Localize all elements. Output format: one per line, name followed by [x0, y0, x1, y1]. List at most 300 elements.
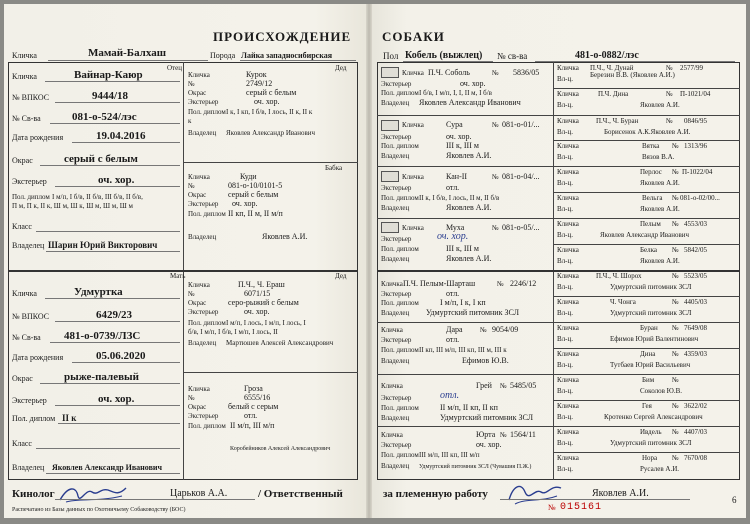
g4-15-owner-label: Вл-ц. — [557, 465, 573, 473]
g4-3-name: Вятка — [642, 142, 660, 150]
r4-div-7 — [553, 244, 740, 245]
mother-diplom-underline — [58, 423, 180, 424]
father-vpkos-underline — [55, 102, 180, 103]
mother-owner: Яковлев Александр Иванович — [52, 463, 163, 472]
g4-8-owner-label: Вл-ц. — [557, 283, 573, 291]
g4-9-name: Ч. Чонга — [610, 298, 636, 306]
g3-6-diplom-label: Пол. диплом — [381, 404, 419, 412]
ff-okras: серый с белым — [246, 88, 297, 97]
father-diplom-label: Пол. диплом — [12, 193, 50, 201]
g4-2-num-label: № — [666, 117, 673, 125]
mother-diplom-label: Пол. диплом — [12, 414, 56, 423]
mother-sv-label: № Св-ва — [12, 333, 41, 342]
g3-4-diplom-label: Пол. диплом — [381, 299, 419, 307]
g4-1-name: П.Ч. Дина — [598, 90, 629, 98]
father-owner-label: Владелец — [12, 241, 45, 250]
g4-12-name-label: Кличка — [557, 376, 579, 384]
father-dob: 19.04.2016 — [96, 130, 146, 142]
fm-owner-label: Владелец — [188, 233, 217, 241]
r4-div-10 — [553, 322, 740, 323]
r4-div-9 — [553, 296, 740, 297]
father-okras-underline — [40, 165, 180, 166]
small-stamp-icon — [381, 120, 399, 131]
g4-2-owner-label: Вл-ц. — [557, 128, 573, 136]
g4-4-name-label: Кличка — [557, 168, 579, 176]
g4-14-owner: Удмуртский питомник ЗСЛ — [610, 439, 692, 447]
g3-2-exterior-label: Экстерьер — [381, 184, 412, 192]
g3-0-num: 5836/05 — [513, 68, 540, 77]
g4-5-num-label: № — [672, 194, 679, 202]
g3-3-num-label: № — [492, 224, 499, 232]
g3-0-diplom-label: Пол. диплом — [381, 89, 419, 97]
g4-7-num-label: № — [672, 246, 679, 254]
g4-14-name: Ивдель — [640, 428, 662, 436]
r3-div-1 — [377, 115, 553, 116]
right-sv: 481-о-0882/лэс — [575, 50, 639, 61]
g4-12-name: Бим — [642, 376, 655, 384]
g3-1-diplom: III к, III м — [446, 141, 479, 150]
fm-num: 081-о-10/0101-5 — [228, 181, 283, 190]
father-sv: 081-о-524/лэс — [72, 111, 137, 123]
g4-3-num: 1313/96 — [684, 142, 707, 150]
kinolog-underline — [55, 499, 255, 500]
mother-dob-underline — [72, 362, 180, 363]
g4-0-name-label: Кличка — [557, 64, 579, 72]
mf-diplom-label: Пол. диплом — [188, 319, 226, 327]
ff-diplom-label: Пол. диплом — [188, 108, 226, 116]
g3-3-num: 081-о-05/... — [502, 223, 540, 232]
g4-13-owner: Кротенко Сергей Александрович — [604, 413, 703, 421]
mother-sv: 481-о-0739/ЛЗС — [64, 330, 141, 342]
r4-div-2 — [553, 115, 740, 116]
g4-5-owner: Яковлев А.И. — [640, 205, 680, 213]
mother-label: Мать — [170, 272, 186, 280]
g4-4-num-label: № — [672, 168, 679, 176]
book-spine — [366, 4, 372, 518]
fm-label: Бабка — [325, 164, 343, 172]
g4-11-owner: Тутбаев Юрий Васильевич — [610, 361, 691, 369]
g3-2-owner-label: Владелец — [381, 204, 410, 212]
g3-7-exterior-label: Экстерьер — [381, 441, 412, 449]
g4-8-num-label: № — [672, 272, 679, 280]
mother-exterior: оч. хор. — [98, 393, 135, 405]
g3-1-owner-label: Владелец — [381, 152, 410, 160]
father-dob-label: Дата рождения — [12, 133, 64, 142]
g4-1-num: П-1021/04 — [680, 90, 711, 98]
breeding-work-label: за племенную работу — [383, 488, 488, 500]
mother-owner-label: Владелец — [12, 463, 45, 472]
g4-10-num-label: № — [672, 324, 679, 332]
mf-num: 6071/15 — [244, 289, 271, 298]
g3-6-exterior-label: Экстерьер — [381, 394, 412, 402]
fm-diplom: II кп, II м, II м/п — [228, 209, 283, 218]
g3-0-name-label: Кличка — [402, 69, 424, 77]
g3-4-exterior: отл. — [446, 289, 460, 298]
g3-2-num: 081-о-04/... — [502, 172, 540, 181]
g3-4-name: П.Ч. Пелым-Шарташ — [403, 279, 476, 288]
g4-0-owner: Березин В.В. (Яковлев А.И.) — [590, 71, 675, 79]
g4-5-owner-label: Вл-ц. — [557, 205, 573, 213]
g3-6-exterior: отл. — [440, 390, 460, 401]
g4-15-num: 7670/08 — [684, 454, 707, 462]
g4-11-num-label: № — [672, 350, 679, 358]
mm-okras-label: Окрас — [188, 403, 207, 411]
g3-4-owner-label: Владелец — [381, 309, 410, 317]
g3-5-diplom: II кп, III м/п, III кп, III м, III к — [419, 346, 507, 354]
g3-6-owner: Удмуртский питомник ЗСЛ — [440, 413, 534, 422]
g3-5-owner: Ефимов Ю.В. — [462, 356, 509, 365]
g4-15-owner: Русалев А.И. — [640, 465, 680, 473]
g4-2-num: 0846/95 — [684, 117, 707, 125]
mf-diplom-line2: б/в, I м/п, I б/в, I м/п, I лось, II — [188, 328, 278, 336]
g3-7-num-label: № — [500, 431, 507, 439]
breeder-signature-icon — [505, 480, 565, 508]
father-diplom-line1: I м/п, I б/в, II б/в, III б/в, II б/в, — [52, 193, 143, 201]
mother-name-label: Кличка — [12, 289, 37, 298]
g3-3-exterior: оч. хор. — [437, 231, 469, 242]
g3-3-name-label: Кличка — [402, 224, 424, 232]
mf-okras: серо-рыжий с белым — [228, 298, 299, 307]
g4-11-name: Дина — [640, 350, 656, 358]
g4-6-owner-label: Вл-ц. — [557, 231, 573, 239]
g4-9-owner: Удмуртский питомник ЗСЛ — [610, 309, 692, 317]
g3-3-diplom: III к, III м — [446, 244, 479, 253]
g3-3-owner: Яковлев А.И. — [446, 254, 492, 263]
g4-2-owner: Борисенок А.К.Яковлев А.И. — [604, 128, 691, 136]
mf-diplom-line1: I м/п, I лось, I м/п, I лось, I — [226, 319, 306, 327]
g4-9-num: 4405/03 — [684, 298, 707, 306]
g3-5-diplom-label: Пол. диплом — [381, 346, 419, 354]
g3-0-name: П.Ч. Соболь — [428, 68, 470, 77]
r4-div-1 — [553, 88, 740, 89]
g4-7-owner: Яковлев А.И. — [640, 257, 680, 265]
g3-1-diplom-label: Пол. диплом — [381, 142, 419, 150]
g3-0-owner: Яковлев Александр Иванович — [419, 98, 521, 107]
small-stamp-icon — [381, 171, 399, 182]
ff-owner: Яковлев Александр Иванович — [226, 129, 316, 137]
g4-15-name: Нора — [642, 454, 658, 462]
g3-4-num-label: № — [497, 280, 504, 288]
g3-5-name: Дара — [446, 325, 463, 334]
ff-exterior: оч. хор. — [254, 97, 280, 106]
g3-4-owner: Удмуртский питомник ЗСЛ — [426, 308, 520, 317]
g3-0-exterior: оч. хор. — [460, 79, 486, 88]
g4-0-num-label: № — [666, 64, 673, 72]
g4-2-name: П.Ч., Ч. Буран — [596, 117, 639, 125]
g4-8-num: 5523/05 — [684, 272, 707, 280]
ff-name: Курок — [246, 70, 267, 79]
g3-7-owner-label: Владелец — [381, 462, 410, 470]
mf-okras-label: Окрас — [188, 299, 207, 307]
g4-13-name: Гея — [642, 402, 652, 410]
father-owner: Шарин Юрий Викторович — [48, 240, 158, 250]
g3-7-num: 1564/11 — [510, 430, 536, 439]
g4-10-owner-label: Вл-ц. — [557, 335, 573, 343]
g4-3-owner-label: Вл-ц. — [557, 153, 573, 161]
father-dob-underline — [72, 142, 180, 143]
r4-div-15 — [553, 452, 740, 453]
g4-3-owner: Вязов В.А. — [642, 153, 675, 161]
ff-exterior-label: Экстерьер — [188, 98, 219, 106]
g3-6-diplom: II м/п, II кп, II кп — [440, 403, 498, 412]
fm-exterior: оч. хор. — [232, 199, 258, 208]
g3-2-diplom-label: Пол. диплом — [381, 194, 419, 202]
g3-6-owner-label: Владелец — [381, 414, 410, 422]
mother-vpkos-underline — [55, 321, 180, 322]
sex-label: Пол — [383, 51, 399, 61]
g3-1-name: Сура — [446, 120, 463, 129]
mother-exterior-label: Экстерьер — [12, 396, 47, 405]
father-sv-label: № Св-ва — [12, 114, 41, 123]
sex: Кобель (выжлец) — [405, 50, 483, 61]
ff-fm-divider — [183, 162, 358, 163]
fm-name: Куди — [240, 172, 257, 181]
g3-2-name: Кан-II — [446, 172, 468, 181]
g4-1-owner-label: Вл-ц. — [557, 101, 573, 109]
g3-3-owner-label: Владелец — [381, 255, 410, 263]
father-vpkos: 9444/18 — [92, 90, 129, 102]
breed: Лайка западносибирская — [241, 51, 333, 60]
father-label: Отец — [167, 64, 182, 72]
g3-7-name: Юрта — [476, 430, 496, 439]
mm-exterior-label: Экстерьер — [188, 412, 219, 420]
mf-label: Дед — [335, 272, 347, 280]
dog-name-underline — [48, 60, 208, 61]
g4-10-name-label: Кличка — [557, 324, 579, 332]
g3-5-name-label: Кличка — [381, 326, 403, 334]
g4-5-name: Вельга — [642, 194, 663, 202]
g4-7-name: Белка — [640, 246, 658, 254]
g3-5-num-label: № — [480, 326, 487, 334]
g4-14-num: 4407/03 — [684, 428, 707, 436]
mf-exterior: оч. хор. — [244, 307, 270, 316]
g4-3-num-label: № — [672, 142, 679, 150]
g3-6-name-label: Кличка — [381, 382, 403, 390]
ff-diplom-line1: I к, I кп, I б/в, I лось, II к, II к — [226, 108, 313, 116]
ff-owner-label: Владелец — [188, 129, 217, 137]
g3-2-diplom: II к, I б/в, I лось, II м, II б/в — [419, 194, 500, 202]
g4-3-name-label: Кличка — [557, 142, 579, 150]
mf-num-label: № — [188, 290, 195, 298]
father-okras: серый с белым — [64, 153, 138, 165]
r3-div-5 — [377, 322, 553, 323]
breed-underline — [240, 60, 356, 61]
g3-6-name: Грей — [476, 381, 492, 390]
fm-owner: Яковлев А.И. — [262, 232, 308, 241]
g4-14-name-label: Кличка — [557, 428, 579, 436]
g3-6-num-label: № — [500, 382, 507, 390]
g4-2-name-label: Кличка — [557, 117, 579, 125]
mother-dob-label: Дата рождения — [12, 353, 64, 362]
breeder-name: Яковлев А.И. — [592, 488, 649, 499]
g4-9-name-label: Кличка — [557, 298, 579, 306]
small-stamp-icon — [381, 67, 399, 78]
r3-div-2 — [377, 166, 553, 167]
father-sv-underline — [50, 123, 180, 124]
mother-class-label: Класс — [12, 439, 32, 448]
g4-6-name: Пелым — [640, 220, 661, 228]
g3-6-num: 5485/05 — [510, 381, 537, 390]
mf-owner: Мартюшев Алексей Александрович — [226, 339, 334, 347]
g4-7-name-label: Кличка — [557, 246, 579, 254]
ff-name-label: Кличка — [188, 71, 210, 79]
database-note: Распечатано из Базы данных по Охотничьему Собаководству (БОС) — [12, 507, 186, 513]
g4-10-num: 7649/08 — [684, 324, 707, 332]
father-name: Вайнар-Каюр — [74, 69, 143, 81]
g3-5-num: 9054/09 — [492, 325, 519, 334]
g3-4-name-label: Кличка — [381, 280, 403, 288]
right-sv-label: № св-ва — [497, 51, 528, 61]
g4-6-num-label: № — [672, 220, 679, 228]
g4-5-num: 081-о-02/00... — [680, 194, 720, 202]
g4-5-name-label: Кличка — [557, 194, 579, 202]
mother-owner-underline — [46, 473, 180, 474]
mm-exterior: отл. — [244, 411, 258, 420]
r4-div-6 — [553, 218, 740, 219]
g3-4-num: 2246/12 — [510, 279, 537, 288]
g4-0-num: 2577/99 — [680, 64, 703, 72]
mother-okras-underline — [40, 383, 180, 384]
mother-vpkos: 6429/23 — [96, 309, 133, 321]
g3-5-exterior: отл. — [446, 335, 460, 344]
g4-11-num: 4359/03 — [684, 350, 707, 358]
responsible-label: / Ответственный — [258, 488, 343, 500]
mm-okras: белый с серым — [228, 402, 279, 411]
g4-8-owner: Удмуртский питомник ЗСЛ — [610, 283, 692, 291]
fm-exterior-label: Экстерьер — [188, 200, 219, 208]
g3-1-exterior-label: Экстерьер — [381, 133, 412, 141]
g3-4-exterior-label: Экстерьер — [381, 290, 412, 298]
father-exterior: оч. хор. — [98, 174, 135, 186]
g4-11-name-label: Кличка — [557, 350, 579, 358]
mf-owner-label: Владелец — [188, 339, 217, 347]
g4-13-name-label: Кличка — [557, 402, 579, 410]
mother-name: Удмуртка — [74, 286, 123, 298]
g3-2-num-label: № — [492, 173, 499, 181]
g3-3-diplom-label: Пол. диплом — [381, 245, 419, 253]
r4-div-12 — [553, 374, 740, 375]
g3-0-num-label: № — [492, 69, 499, 77]
ff-label: Дед — [335, 64, 347, 72]
g3-3-exterior-label: Экстерьер — [381, 235, 412, 243]
g4-14-num-label: № — [672, 428, 679, 436]
g4-15-num-label: № — [672, 454, 679, 462]
father-name-label: Кличка — [12, 72, 37, 81]
g4-13-owner-label: Вл-ц. — [557, 413, 573, 421]
fm-okras: серый с белым — [228, 190, 279, 199]
title-right: СОБАКИ — [382, 29, 445, 44]
fm-name-label: Кличка — [188, 173, 210, 181]
mm-num-label: № — [188, 394, 195, 402]
g3-5-exterior-label: Экстерьер — [381, 336, 412, 344]
g3-1-owner: Яковлев А.И. — [446, 151, 492, 160]
kinolog-label: Кинолог — [12, 488, 55, 500]
g3-5-owner-label: Владелец — [381, 357, 410, 365]
g3-7-diplom-label: Пол. диплом — [381, 451, 419, 459]
father-class-label: Класс — [12, 222, 32, 231]
g3-2-name-label: Кличка — [402, 173, 424, 181]
dog-name: Мамай-Балхаш — [88, 47, 166, 59]
g4-12-owner: Соколов Ю.В. — [640, 387, 683, 395]
fm-num-label: № — [188, 182, 195, 190]
mf-name-label: Кличка — [188, 281, 210, 289]
ff-num: 2749/12 — [246, 79, 273, 88]
r4-div-5 — [553, 192, 740, 193]
page-number: 6 — [732, 495, 737, 505]
g3-3-name: Муха — [446, 223, 465, 232]
r3-div-6 — [377, 374, 553, 375]
g4-6-owner: Яковлев Александр Иванович — [600, 231, 690, 239]
r4-div-13 — [553, 400, 740, 401]
r4-div-4 — [553, 166, 740, 167]
mother-dob: 05.06.2020 — [96, 350, 146, 362]
g4-7-owner-label: Вл-ц. — [557, 257, 573, 265]
g3-1-exterior: оч. хор. — [446, 132, 472, 141]
mm-owner: Коробейников Алексей Александрович — [230, 446, 331, 452]
r3-div-3 — [377, 218, 553, 219]
mother-sv-underline — [50, 342, 180, 343]
g4-8-name-label: Кличка — [557, 272, 579, 280]
mm-diplom: II м/п, III м/п — [230, 421, 275, 430]
g4-7-num: 5842/05 — [684, 246, 707, 254]
mother-diplom: II к — [62, 413, 77, 423]
g3-1-name-label: Кличка — [402, 121, 424, 129]
mother-okras: рыже-палевый — [64, 371, 139, 383]
g4-4-name: Перлос — [640, 168, 662, 176]
breeder-underline — [500, 499, 690, 500]
ff-diplom-line2: к — [188, 117, 192, 125]
mm-name-label: Кличка — [188, 385, 210, 393]
mother-name-underline — [45, 298, 180, 299]
g4-11-owner-label: Вл-ц. — [557, 361, 573, 369]
g3-7-diplom: III м/п, III кп, III м/п — [419, 451, 480, 459]
kinolog-signature-icon — [58, 482, 128, 506]
g4-12-num-label: № — [672, 376, 679, 384]
g4-0-owner-label: Вл-ц. — [557, 75, 573, 83]
mother-vpkos-label: № ВПКОС — [12, 312, 50, 321]
father-vpkos-label: № ВПКОС — [12, 93, 50, 102]
g4-1-name-label: Кличка — [557, 90, 579, 98]
mf-mm-divider — [183, 372, 358, 373]
g3-1-num: 081-о-01/... — [502, 120, 540, 129]
g3-2-exterior: отл. — [446, 183, 460, 192]
title-left: ПРОИСХОЖДЕНИЕ — [213, 29, 352, 44]
g3-0-exterior-label: Экстерьер — [381, 80, 412, 88]
father-exterior-label: Экстерьер — [12, 177, 47, 186]
g4-4-owner: Яковлев А.И. — [640, 179, 680, 187]
g4-1-num-label: № — [666, 90, 673, 98]
father-class-underline — [36, 231, 180, 232]
father-owner-underline — [46, 251, 180, 252]
g4-8-name: П.Ч., Ч. Шорох — [596, 272, 642, 280]
g4-4-owner-label: Вл-ц. — [557, 179, 573, 187]
father-diplom-line2: П м, П к, II к, Ш м, Ш к, Ш м, Ш м, Ш м — [12, 202, 133, 210]
father-name-underline — [45, 81, 180, 82]
father-okras-label: Окрас — [12, 156, 33, 165]
r4-div-11 — [553, 348, 740, 349]
fm-okras-label: Окрас — [188, 191, 207, 199]
r3-div-7 — [377, 426, 553, 427]
father-exterior-underline — [55, 186, 180, 187]
g4-13-num: 3622/02 — [684, 402, 707, 410]
g4-4-num: П-1022/04 — [682, 168, 713, 176]
r4-div-14 — [553, 426, 740, 427]
g3-7-name-label: Кличка — [381, 431, 403, 439]
ff-num-label: № — [188, 80, 195, 88]
g4-10-owner: Ефимов Юрий Валентинович — [610, 335, 699, 343]
g3-2-owner: Яковлев А.И. — [446, 203, 492, 212]
small-stamp-icon — [381, 222, 399, 233]
